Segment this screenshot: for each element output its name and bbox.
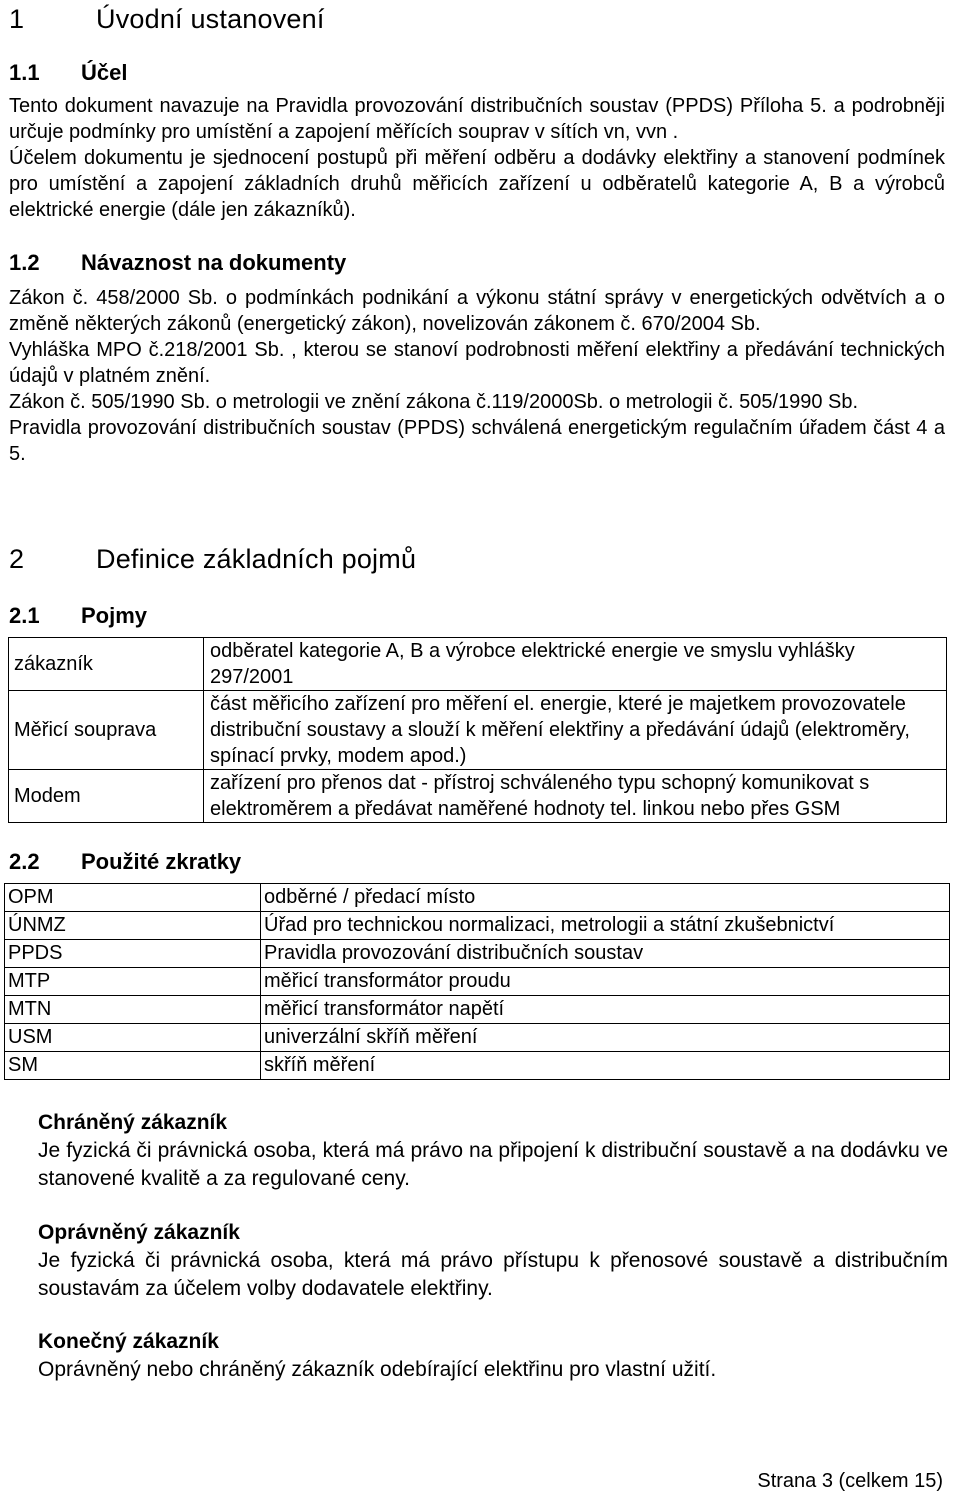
definition-cell: odběratel kategorie A, B a výrobce elektrické energie ve smyslu vyhlášky 297/2001 bbox=[204, 638, 947, 691]
related-documents-text bbox=[9, 285, 945, 467]
section-number: 1 bbox=[9, 4, 25, 34]
purpose-paragraph-2: Účelem dokumentu je sjednocení postupů při měření odběru a dodávky elektřiny a stanovení podmínek pro umístění a zapojení základních druhů měřicích zařízení u odběratelů kategorie A, B a výrobců elektrické energie (dále jen zákazníků). bbox=[9, 147, 945, 221]
related-doc-metrology-act: Zákon č. 505/1990 Sb. o metrologii ve znění zákona č.119/2000Sb. o metrologii č. 505/1990 Sb. bbox=[9, 391, 859, 413]
table-row bbox=[5, 884, 950, 912]
meaning-cell: měřicí transformátor napětí bbox=[261, 996, 950, 1024]
related-doc-energy-act: Zákon č. 458/2000 Sb. o podmínkách podnikání a výkonu státní správy v energetických odvětvích a o změně některých zákonů (energetický zákon), novelizován zákonem č. 670/2004 Sb. bbox=[9, 287, 945, 335]
definition-cell: zařízení pro přenos dat - přístroj schváleného typu schopný komunikovat s elektroměrem a předávat naměřené hodnoty tel. linkou nebo přes GSM bbox=[204, 770, 947, 823]
definition-cell: část měřicího zařízení pro měření el. energie, které je majetkem provozovatele distribuční soustavy a slouží k měření elektřiny a předávání údajů (elektroměry, spínací prvky, modem apod.) bbox=[204, 691, 947, 770]
subsection-2-1-heading bbox=[9, 603, 609, 633]
subsection-number: 2.2 bbox=[9, 849, 40, 874]
subsection-number: 1.1 bbox=[9, 60, 40, 85]
definition-title: Konečný zákazník bbox=[38, 1330, 219, 1353]
term-cell: zákazník bbox=[9, 638, 204, 691]
table-row bbox=[9, 770, 947, 823]
subsection-number: 2.1 bbox=[9, 603, 40, 628]
subsection-title: Návaznost na dokumenty bbox=[81, 250, 347, 275]
page-number: Strana 3 (celkem 15) bbox=[757, 1470, 943, 1492]
related-doc-decree: Vyhláška MPO č.218/2001 Sb. , kterou se stanoví podrobnosti měření elektřiny a předávání technických údajů v platném znění. bbox=[9, 339, 945, 387]
subsection-1-1-heading bbox=[9, 60, 609, 90]
subsection-2-2-heading bbox=[9, 849, 609, 879]
abbreviation-cell: MTN bbox=[5, 996, 261, 1024]
table-row bbox=[5, 1024, 950, 1052]
definition-title: Chráněný zákazník bbox=[38, 1111, 228, 1134]
table-row bbox=[5, 996, 950, 1024]
table-row bbox=[9, 638, 947, 691]
definition-protected-customer bbox=[38, 1109, 948, 1193]
definition-text: Je fyzická či právnická osoba, která má právo přístupu k přenosové soustavě a distribučním soustavám za účelem volby dodavatele elektřiny. bbox=[38, 1249, 948, 1300]
term-cell: Měřicí souprava bbox=[9, 691, 204, 770]
section-title: Definice základních pojmů bbox=[96, 544, 417, 574]
section-title: Úvodní ustanovení bbox=[96, 4, 325, 34]
meaning-cell: Úřad pro technickou normalizaci, metrologii a státní zkušebnictví bbox=[261, 912, 950, 940]
meaning-cell: odběrné / předací místo bbox=[261, 884, 950, 912]
purpose-paragraph-1: Tento dokument navazuje na Pravidla provozování distribučních soustav (PPDS) Příloha 5. a podrobněji určuje podmínky pro umístění a zapojení měřících souprav v sítích vn, vvn . bbox=[9, 95, 945, 143]
purpose-text bbox=[9, 93, 945, 223]
abbreviation-cell: ÚNMZ bbox=[5, 912, 261, 940]
definition-text: Oprávněný nebo chráněný zákazník odebírající elektřinu pro vlastní užití. bbox=[38, 1358, 717, 1381]
abbreviations-table bbox=[4, 883, 950, 1080]
subsection-1-2-heading bbox=[9, 250, 609, 280]
definition-text: Je fyzická či právnická osoba, která má právo na připojení k distribuční soustavě a na dodávku ve stanovené kvalitě a za regulované ceny. bbox=[38, 1139, 948, 1190]
table-row bbox=[5, 1052, 950, 1080]
table-row bbox=[5, 912, 950, 940]
terms-table bbox=[8, 637, 947, 823]
related-doc-ppds: Pravidla provozování distribučních soustav (PPDS) schválená energetickým regulačním úřadem část 4 a 5. bbox=[9, 417, 945, 465]
table-row bbox=[5, 940, 950, 968]
subsection-title: Použité zkratky bbox=[81, 849, 242, 874]
abbreviation-cell: MTP bbox=[5, 968, 261, 996]
meaning-cell: Pravidla provozování distribučních soustav bbox=[261, 940, 950, 968]
abbreviation-cell: PPDS bbox=[5, 940, 261, 968]
meaning-cell: měřicí transformátor proudu bbox=[261, 968, 950, 996]
meaning-cell: univerzální skříň měření bbox=[261, 1024, 950, 1052]
subsection-title: Pojmy bbox=[81, 603, 148, 628]
table-row bbox=[9, 691, 947, 770]
section-2-heading bbox=[9, 544, 709, 578]
abbreviation-cell: SM bbox=[5, 1052, 261, 1080]
definition-eligible-customer bbox=[38, 1219, 948, 1303]
abbreviation-cell: USM bbox=[5, 1024, 261, 1052]
meaning-cell: skříň měření bbox=[261, 1052, 950, 1080]
abbreviation-cell: OPM bbox=[5, 884, 261, 912]
definition-final-customer bbox=[38, 1328, 948, 1384]
definition-title: Oprávněný zákazník bbox=[38, 1221, 240, 1244]
table-row bbox=[5, 968, 950, 996]
section-number: 2 bbox=[9, 544, 25, 574]
section-1-heading bbox=[9, 4, 709, 38]
subsection-number: 1.2 bbox=[9, 250, 40, 275]
subsection-title: Účel bbox=[81, 60, 128, 85]
term-cell: Modem bbox=[9, 770, 204, 823]
